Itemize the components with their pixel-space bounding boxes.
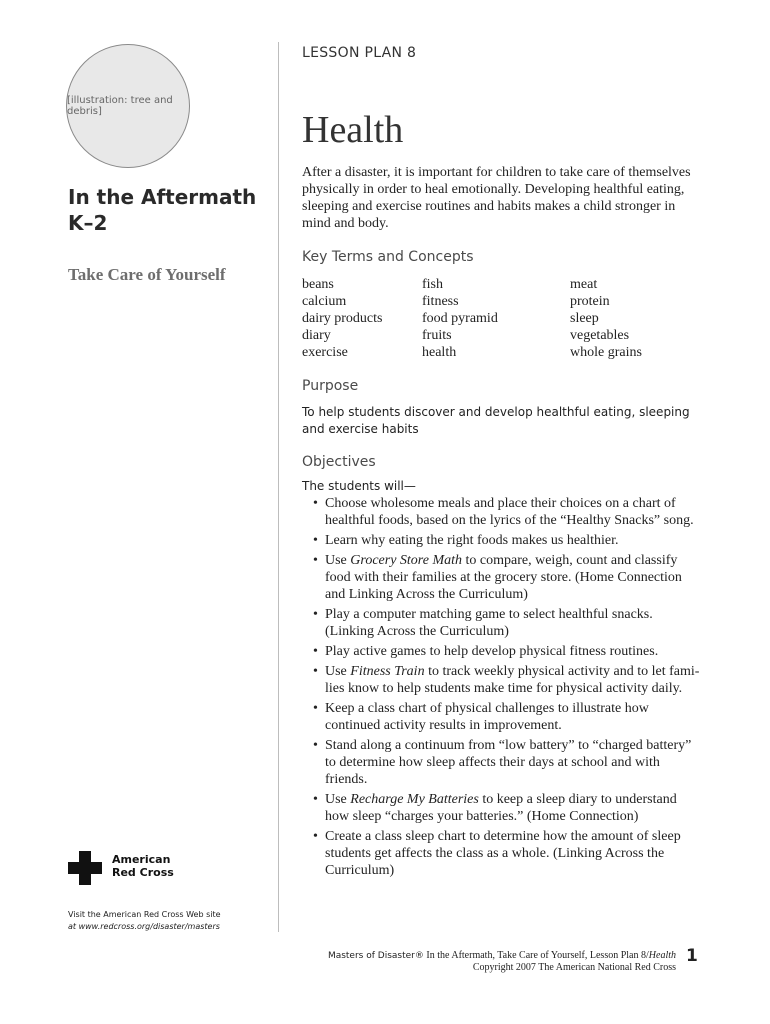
sidebar-title-line1: In the Aftermath [68,185,257,209]
page-footer [300,950,676,974]
term: beans [302,277,334,292]
lesson-label: LESSON PLAN 8 [302,45,417,61]
purpose-heading: Purpose [302,378,359,394]
objective-item: • Use Grocery Store Math to compare, weigh, count and classify food with their families at the grocery store. (Home Connection and Linking Across the Curriculum) [310,552,702,603]
terms-column-3 [570,276,642,361]
objectives-heading: Objectives [302,454,376,470]
objective-item: • Play active games to help develop physical fitness routines. [310,643,702,660]
intro-paragraph: After a disaster, it is important for children to take care of themselves physically in order to heal emotionally. Developing healthful eating, sleeping and exercise routines and habits makes a child stronger in mind and body. [302,165,691,231]
website-note: Visit the American Red Cross Web site at www.redcross.org/disaster/masters [68,910,221,931]
logo-text: American Red Cross [112,853,174,879]
objective-item: • Keep a class chart of physical challenges to illustrate how continued activity results in improvement. [310,700,702,734]
column-divider [278,42,279,932]
term: fish [422,277,443,292]
illustration-label: [illustration: tree and debris] [67,95,173,117]
objective-item: • Choose wholesome meals and place their choices on a chart of healthful foods, based on the lyrics of the “Healthy Snacks” song. [310,495,702,529]
footer-citation: Masters of Disaster® In the Aftermath, Take Care of Yourself, Lesson Plan 8/Health [327,950,676,961]
footer-copyright: Copyright 2007 The American National Red Cross [472,962,676,973]
sidebar-title [68,184,256,236]
term: dairy products [302,311,383,326]
cross-icon [68,851,102,885]
objective-item: • Play a computer matching game to select healthful snacks. (Linking Across the Curriculum) [310,606,702,640]
term: calcium [302,294,347,309]
term: diary [302,328,331,343]
objective-item: • Learn why eating the right foods makes us healthier. [310,532,702,549]
sidebar-grade: K–2 [68,211,108,235]
page-title: Health [302,109,404,151]
term: protein [570,294,610,309]
key-terms-heading: Key Terms and Concepts [302,249,474,265]
terms-column-1 [302,276,382,361]
term: fitness [422,294,459,309]
term: health [422,345,457,360]
objective-item: • Create a class sleep chart to determine how the amount of sleep students get affects the class as a whole. (Linking Across the Curriculum) [310,828,702,879]
term: vegetables [570,328,630,343]
term: sleep [570,311,599,326]
sidebar-subtitle: Take Care of Yourself [68,265,226,284]
page-number: 1 [686,946,698,966]
objectives-list [310,495,702,882]
term: meat [570,277,598,292]
objectives-intro: The students will— [302,479,416,493]
objective-item: • Use Recharge My Batteries to keep a sleep diary to understand how sleep “charges your batteries.” (Home Connection) [310,791,702,825]
term: food pyramid [422,311,498,326]
objective-item: • Use Fitness Train to track weekly physical activity and to let fami-lies know to help students make time for physical activity daily. [310,663,702,697]
term: exercise [302,345,348,360]
term: whole grains [570,345,642,360]
terms-column-2 [422,276,498,361]
term: fruits [422,328,452,343]
objective-item: • Stand along a continuum from “low battery” to “charged battery” to determine how sleep affects their days at school and with friends. [310,737,702,788]
illustration-placeholder [66,44,190,168]
purpose-text: To help students discover and develop healthful eating, sleeping and exercise habits [302,405,690,436]
